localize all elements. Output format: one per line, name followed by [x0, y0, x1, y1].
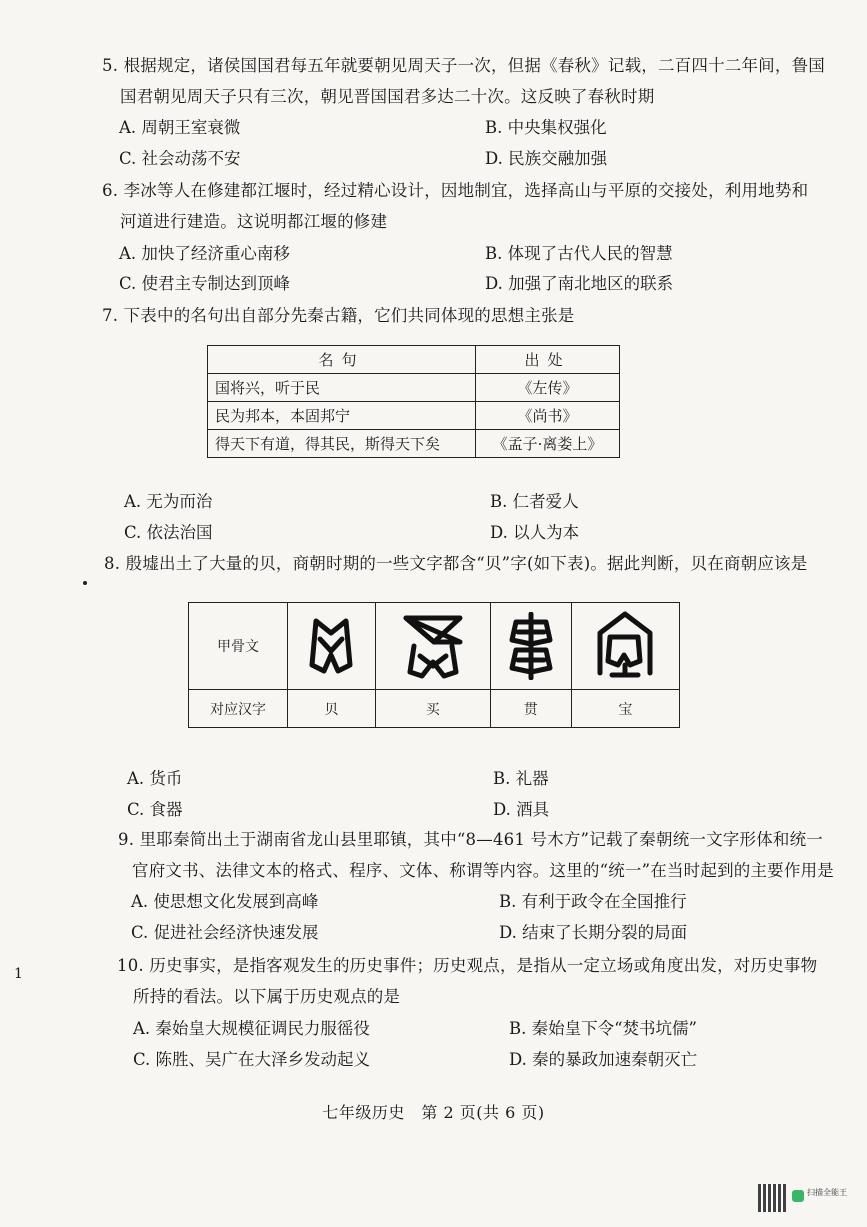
- q5-option-d: D. 民族交融加强: [485, 149, 608, 168]
- quote-cell: 国将兴，听于民: [208, 374, 476, 402]
- row-header-chinese: 对应汉字: [189, 690, 288, 728]
- q7-option-b: B. 仁者爱人: [490, 492, 579, 511]
- q5-option-a: A. 周朝王室衰微: [119, 118, 241, 137]
- table-header-quote: 名句: [208, 346, 476, 374]
- source-cell: 《尚书》: [476, 402, 620, 430]
- margin-mark: 1: [14, 966, 23, 982]
- q6-option-a: A. 加快了经济重心南移: [119, 244, 290, 263]
- q8-oracle-table: [188, 602, 680, 728]
- source-cell: 《孟子·离娄上》: [476, 430, 620, 458]
- page-footer: 七年级历史 第 2 页(共 6 页): [322, 1103, 545, 1122]
- q6-stem-line2: 河道进行建造。这说明都江堰的修建: [120, 212, 388, 231]
- q9-stem-line1: 9. 里耶秦简出土于湖南省龙山县里耶镇，其中“8—461 号木方”记载了秦朝统一文字形体和统一: [118, 830, 823, 849]
- q6-stem-line1: 6. 李冰等人在修建都江堰时，经过精心设计，因地制宜，选择高山与平原的交接处，利用地势和: [102, 181, 809, 200]
- q9-stem-line2: 官府文书、法律文本的格式、程序、文体、称谓等内容。这里的“统一”在当时起到的主要作用是: [132, 861, 834, 880]
- table-row: [189, 603, 680, 690]
- quote-cell: 得天下有道，得其民，斯得天下矣: [208, 430, 476, 458]
- q6-option-d: D. 加强了南北地区的联系: [485, 274, 674, 293]
- q7-option-a: A. 无为而治: [124, 492, 213, 511]
- q7-option-d: D. 以人为本: [490, 523, 580, 542]
- q6-option-c: C. 使君主专制达到顶峰: [119, 274, 291, 293]
- scanner-label: 扫描全能王: [807, 1188, 847, 1197]
- q7-stem: 7. 下表中的名句出自部分先秦古籍，它们共同体现的思想主张是: [102, 306, 575, 325]
- table-header-source: 出处: [476, 346, 620, 374]
- source-cell: 《左传》: [476, 374, 620, 402]
- oracle-bao-icon: [571, 603, 679, 690]
- quote-cell: 民为邦本，本固邦宁: [208, 402, 476, 430]
- scanner-logo-icon: [792, 1190, 804, 1202]
- char-cell: 贝: [288, 690, 376, 728]
- q8-stem: 8. 殷墟出土了大量的贝，商朝时期的一些文字都含“贝”字(如下表)。据此判断，贝在商朝应该是: [104, 554, 808, 573]
- q10-option-c: C. 陈胜、吴广在大泽乡发动起义: [133, 1050, 371, 1069]
- q9-option-c: C. 促进社会经济快速发展: [131, 923, 319, 942]
- q10-option-b: B. 秦始皇下令“焚书坑儒”: [509, 1019, 697, 1038]
- q9-option-b: B. 有利于政令在全国推行: [499, 892, 687, 911]
- q5-stem-line2: 国君朝见周天子只有三次，朝见晋国国君多达二十次。这反映了春秋时期: [120, 87, 655, 106]
- qr-code-icon: [758, 1184, 786, 1212]
- q9-option-a: A. 使思想文化发展到高峰: [131, 892, 319, 911]
- char-cell: 贯: [490, 690, 571, 728]
- q10-option-d: D. 秦的暴政加速秦朝灭亡: [509, 1050, 698, 1069]
- q9-option-d: D. 结束了长期分裂的局面: [499, 923, 688, 942]
- table-row: [189, 690, 680, 728]
- q6-option-b: B. 体现了古代人民的智慧: [485, 244, 673, 263]
- table-row: [208, 402, 620, 430]
- scanner-watermark: [758, 1184, 858, 1214]
- q5-option-b: B. 中央集权强化: [485, 118, 607, 137]
- q10-option-a: A. 秦始皇大规模征调民力服徭役: [133, 1019, 370, 1038]
- oracle-mai-icon: [375, 603, 490, 690]
- q5-stem-line1: 5. 根据规定，诸侯国国君每五年就要朝见周天子一次，但据《春秋》记载，二百四十二年间，鲁国: [102, 56, 825, 75]
- q10-stem-line2: 所持的看法。以下属于历史观点的是: [133, 987, 401, 1006]
- table-row: [208, 374, 620, 402]
- char-cell: 宝: [571, 690, 679, 728]
- scan-dot: [83, 581, 87, 585]
- q8-option-d: D. 酒具: [493, 800, 550, 819]
- oracle-guan-icon: [490, 603, 571, 690]
- q8-option-b: B. 礼器: [493, 769, 549, 788]
- q5-option-c: C. 社会动荡不安: [119, 149, 241, 168]
- q7-option-c: C. 依法治国: [124, 523, 213, 542]
- q8-option-c: C. 食器: [127, 800, 183, 819]
- q10-stem-line1: 10. 历史事实，是指客观发生的历史事件；历史观点，是指从一定立场或角度出发，对历史事物: [117, 956, 818, 975]
- q7-quote-table: [207, 345, 620, 458]
- table-row: [208, 430, 620, 458]
- row-header-oracle: 甲骨文: [189, 603, 288, 690]
- table-header-row: [208, 346, 620, 374]
- oracle-bei-icon: [288, 603, 376, 690]
- char-cell: 买: [375, 690, 490, 728]
- q8-option-a: A. 货币: [127, 769, 183, 788]
